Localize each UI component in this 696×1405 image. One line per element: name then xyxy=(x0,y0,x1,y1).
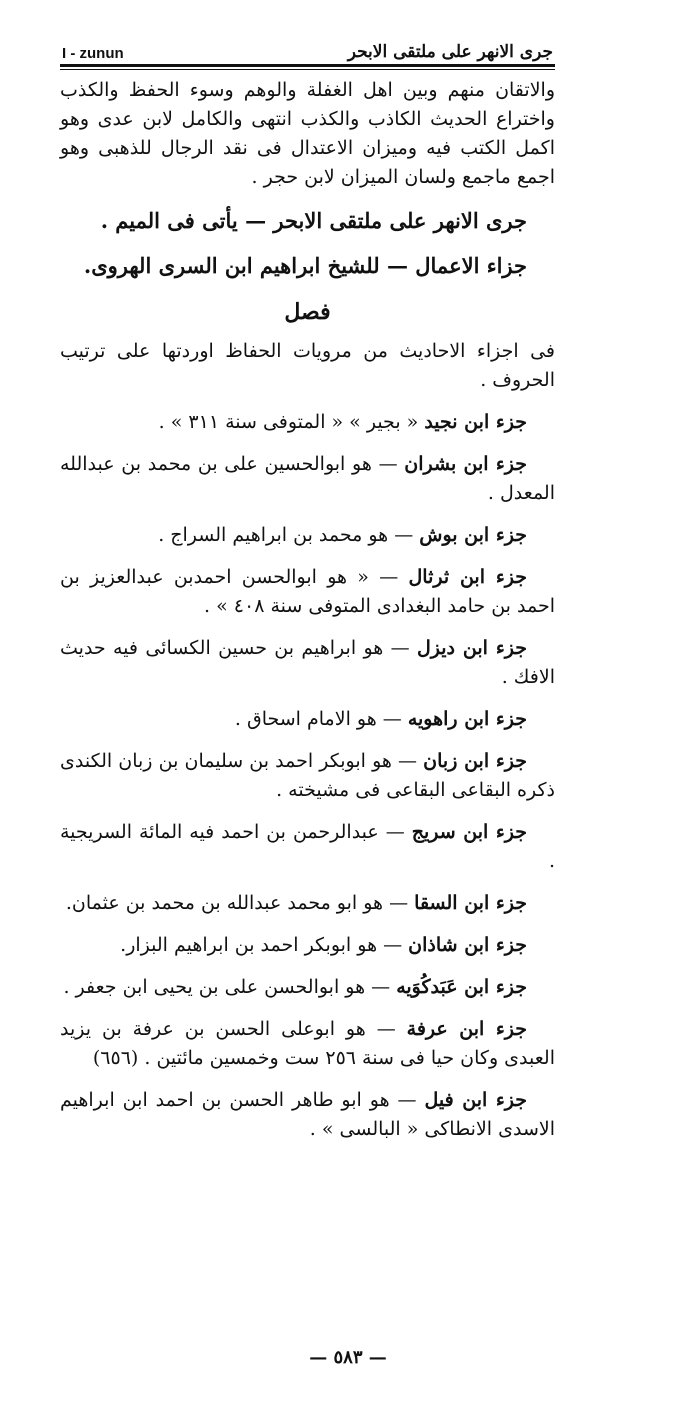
entry-title: جزء ابن ثرثال xyxy=(408,566,527,588)
entry-title: جزء ابن ديزل xyxy=(416,637,527,659)
list-item xyxy=(60,931,555,960)
entry-title: جزء ابن فيل xyxy=(424,1089,527,1111)
book-page xyxy=(60,30,555,1144)
list-item xyxy=(60,634,555,692)
entry-text: — هو ابوالحسين على بن محمد بن عبدالله المعدل . xyxy=(60,453,555,504)
entry-title: جزء ابن سريج xyxy=(411,821,527,843)
entry-text: — هو ابوعلى الحسن بن عرفة بن يزيد العبدى وكان حيا فى سنة ٢٥٦ ست وخمسين مائتين . (٦٥٦) xyxy=(60,1018,555,1069)
entry-title: جزء ابن بشران xyxy=(404,453,527,475)
entry-text: — هو ابو محمد عبدالله بن محمد بن عثمان. xyxy=(65,892,415,914)
section-intro: فى اجزاء الاحاديث من مرويات الحفاظ اوردتها على ترتيب الحروف . xyxy=(60,340,555,391)
section-title: فصل xyxy=(284,299,331,325)
list-item xyxy=(60,563,555,621)
list-item xyxy=(60,705,555,734)
entry-heading: جرى الانهر على ملتقى الابحر — يأتى فى الميم . xyxy=(100,208,527,233)
entry-title: جزء ابن زبان xyxy=(423,750,527,772)
header-marker: I - zunun xyxy=(62,45,124,62)
entry-text: — هو ابوبكر احمد بن ابراهيم البزار. xyxy=(120,934,409,956)
entry-title: جزء ابن عَبَدكُوَيه xyxy=(396,976,527,998)
list-item xyxy=(60,889,555,918)
entry-title: جزء ابن شاذان xyxy=(408,934,527,956)
list-item xyxy=(60,408,555,437)
entry-text: « بجير » « المتوفى سنة ٣١١ » . xyxy=(158,411,425,433)
entry-title: جزء ابن السقا xyxy=(414,892,527,914)
page-body xyxy=(60,76,555,1144)
entry-text: — « هو ابوالحسن احمدبن عبدالعزيز بن احمد بن حامد البغدادى المتوفى سنة ٤٠٨ » . xyxy=(60,566,555,617)
entry-text: — هو ابراهيم بن حسين الكسائى فيه حديث الافك . xyxy=(60,637,555,688)
list-item xyxy=(60,973,555,1002)
running-header xyxy=(60,30,555,62)
entry-text: — عبدالرحمن بن احمد فيه المائة السريجية . xyxy=(60,821,555,872)
entry-text: — هو الامام اسحاق . xyxy=(234,708,408,730)
list-item xyxy=(60,818,555,876)
running-title: جرى الانهر على ملتقى الابحر xyxy=(347,42,553,62)
entry-text: — هو محمد بن ابراهيم السراج . xyxy=(158,524,420,546)
entry-title: جزء ابن راهويه xyxy=(407,708,527,730)
list-item xyxy=(60,747,555,805)
entry-text: — هو ابوبكر احمد بن سليمان بن زبان الكندى ذكره البقاعى البقاعى فى مشيخته . xyxy=(60,750,555,801)
list-item xyxy=(60,1015,555,1073)
continued-paragraph: والاتقان منهم وبين اهل الغفلة والوهم وسوء الحفظ والكذب واختراع الحديث الكاذب والكذب انتهى والكامل لابن عدى وهو اكمل الكتب فيه وميزان الاعتدال فى نقد الرجال للذهبى وهو اجمع ماجمع ولسان الميزان لابن حجر . xyxy=(60,79,555,188)
list-item xyxy=(60,1086,555,1144)
entry-text: — هو ابو طاهر الحسن بن احمد ابن ابراهيم الاسدى الانطاكى « البالسى » . xyxy=(60,1089,555,1140)
page-number: — ٥٨٣ — xyxy=(309,1347,387,1368)
header-rule xyxy=(60,64,555,70)
entry-title: جزء ابن نجيد xyxy=(424,411,527,433)
entry-title: جزء ابن بوش xyxy=(419,524,527,546)
list-item xyxy=(60,450,555,508)
entry-heading: جزاء الاعمال — للشيخ ابراهيم ابن السرى الهروى. xyxy=(83,253,527,278)
entry-title: جزء ابن عرفة xyxy=(406,1018,527,1040)
list-item xyxy=(60,521,555,550)
entry-text: — هو ابوالحسن على بن يحيى ابن جعفر . xyxy=(63,976,397,998)
